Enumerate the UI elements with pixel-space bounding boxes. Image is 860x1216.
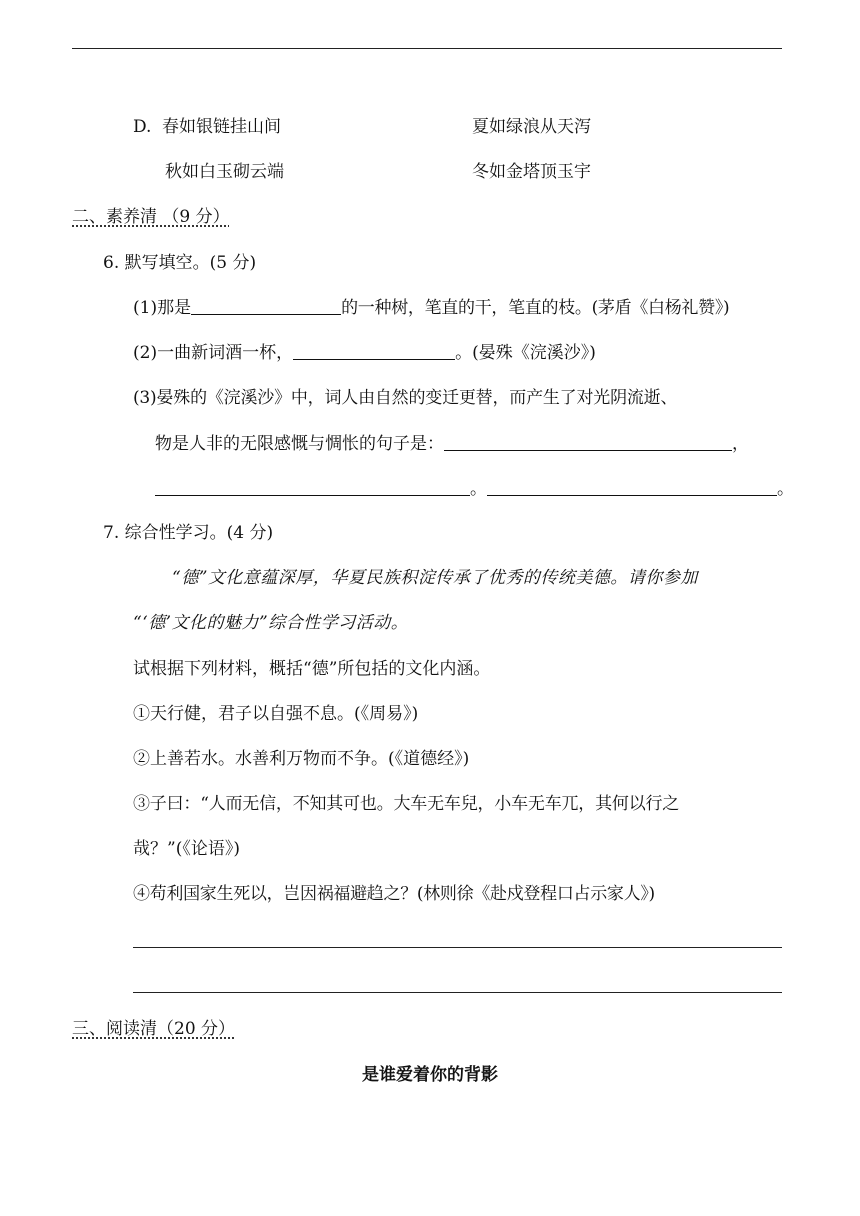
answer-blank-2[interactable]	[293, 343, 455, 360]
q7-material-1: ①天行健，君子以自强不息。(《周易》)	[133, 704, 419, 724]
answer-blank-3[interactable]	[444, 434, 732, 451]
option-d-winter: 冬如金塔顶玉宇	[472, 162, 591, 182]
q6-item-1-pre: (1)那是	[133, 298, 192, 318]
answer-line-1[interactable]	[133, 947, 782, 948]
option-d-autumn: 秋如白玉砌云端	[165, 162, 284, 182]
period-2: 。	[777, 479, 794, 499]
answer-blank-5[interactable]	[487, 479, 777, 496]
q7-intro-line-1: “德”文化意蕴深厚，华夏民族积淀传承了优秀的传统美德。请你参加	[172, 568, 698, 588]
q7-material-4: ④苟利国家生死以，岂因祸福避趋之？(林则徐《赴戍登程口占示家人》)	[133, 884, 655, 904]
q6-item-1-post: 的一种树，笔直的干，笔直的枝。(茅盾《白杨礼赞》)	[341, 298, 730, 318]
option-d-spring: 春如银链挂山间	[162, 117, 281, 137]
period-1: 。	[470, 479, 487, 499]
q6-item-2-post: 。(晏殊《浣溪沙》)	[455, 343, 596, 363]
header-rule	[72, 48, 782, 49]
article-title: 是谁爱着你的背影	[362, 1065, 498, 1085]
answer-line-2[interactable]	[133, 992, 782, 993]
section-2-heading: 二、素养清 （9 分）	[72, 207, 230, 227]
q6-item-2-pre: (2)一曲新词酒一杯，	[133, 343, 294, 363]
comma: ，	[732, 434, 749, 454]
q7-material-2: ②上善若水。水善利万物而不争。(《道德经》)	[133, 749, 470, 769]
option-d-summer: 夏如绿浪从天泻	[472, 117, 591, 137]
q6-item-1	[133, 297, 729, 319]
q7-material-3-line-1: ③子曰：“人而无信，不知其可也。大车无车兒，小车无车兀，其何以行之	[133, 794, 680, 814]
q6-item-3-prompt: 物是人非的无限感慨与惆怅的句子是：	[155, 434, 444, 454]
q6-item-2	[133, 342, 596, 364]
section-3-heading: 三、阅读清（20 分）	[72, 1019, 236, 1039]
q7-material-3-line-2: 哉？”(《论语》)	[133, 839, 240, 859]
q6-title: 6. 默写填空。(5 分)	[103, 253, 257, 273]
answer-blank-1[interactable]	[191, 298, 341, 315]
q6-item-3-line-2	[155, 433, 749, 455]
answer-blank-4[interactable]	[155, 479, 470, 496]
q6-item-3-line-3	[155, 478, 794, 500]
q7-intro-line-2: “‘德’文化的魅力”综合性学习活动。	[133, 613, 409, 633]
q7-task: 试根据下列材料，概括“德”所包括的文化内涵。	[133, 659, 491, 679]
q7-title: 7. 综合性学习。(4 分)	[103, 523, 274, 543]
option-d-label: D.	[133, 117, 152, 137]
q6-item-3-line-1: (3)晏殊的《浣溪沙》中，词人由自然的变迁更替，而产生了对光阴流逝、	[133, 388, 678, 408]
